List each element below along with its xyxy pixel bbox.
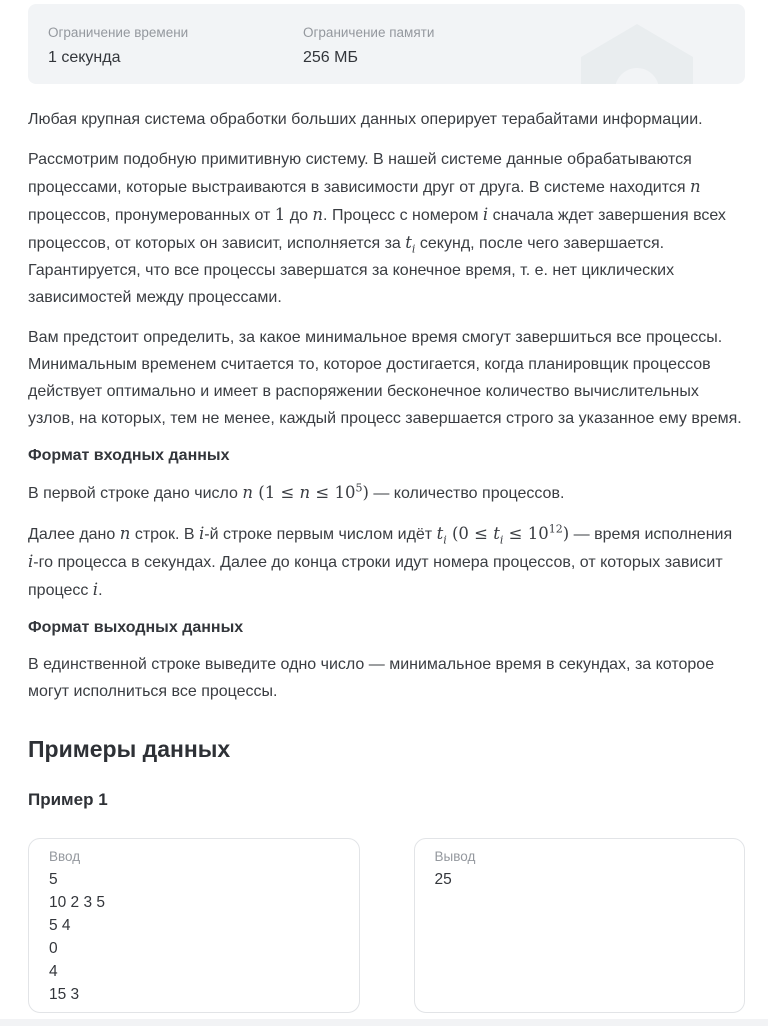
text-segment: В первой строке дано число bbox=[28, 485, 243, 502]
math-segment: i bbox=[482, 205, 489, 224]
sample-output-code bbox=[435, 868, 725, 891]
text-segment: секунд, после чего завершается. Гарантируется, что все процессы завершатся за конечное время, т. е. нет циклических зависимостей между процессами. bbox=[28, 235, 675, 306]
input-format-paragraph-1 bbox=[28, 479, 745, 507]
text-segment: сначала ждет завершения всех процессов, от которых он зависит, исполняется за bbox=[28, 207, 726, 252]
math-segment: i bbox=[198, 524, 205, 543]
section-divider bbox=[0, 1019, 768, 1026]
text-segment: Любая крупная система обработки больших данных оперирует терабайтами информации. bbox=[28, 111, 703, 128]
examples-heading: Примеры данных bbox=[28, 736, 231, 762]
math-segment: n bbox=[242, 483, 254, 502]
example-1-title: Пример 1 bbox=[28, 790, 108, 809]
sample-input-label: Ввод bbox=[49, 849, 81, 864]
code-line: 5 4 bbox=[49, 917, 71, 934]
code-line: 25 bbox=[434, 871, 452, 888]
math-segment: (0 ≤ bbox=[446, 524, 494, 543]
time-limit-label: Ограничение времени bbox=[48, 25, 189, 40]
math-segment: n bbox=[312, 205, 324, 224]
math-segment: n bbox=[119, 524, 131, 543]
sample-output-box bbox=[414, 838, 746, 1013]
limits-card bbox=[28, 4, 745, 84]
math-segment: $t_i$ bbox=[405, 233, 416, 256]
text-segment: до bbox=[285, 207, 313, 224]
math-segment: n bbox=[299, 483, 311, 502]
text-segment: . Процесс с номером bbox=[323, 207, 483, 224]
output-format-heading: Формат выходных данных bbox=[28, 619, 244, 636]
sample-output-label: Вывод bbox=[434, 849, 476, 864]
text-segment: Вам предстоит определить, за какое минимальное время смогут завершиться все процессы. Минимальным временем считается то, которое достигается, когда планировщик процессов действует оптимально и имеет в распоряжении бесконечное количество вычислительных узлов, на которых, тем не менее, каждый процесс завершается строго за указанное ему время. bbox=[28, 329, 742, 427]
text-segment: процессов, пронумерованных от bbox=[28, 207, 275, 224]
contest-nut-icon bbox=[581, 24, 693, 84]
sample-input-code bbox=[49, 868, 339, 1006]
memory-limit-label: Ограничение памяти bbox=[303, 25, 435, 40]
statement-paragraph-3 bbox=[28, 324, 745, 432]
text-segment: -го процесса в секундах. Далее до конца строки идут номера процессов, от которых зависит процесс bbox=[28, 554, 723, 599]
math-segment: ≤ $10^5$) bbox=[310, 481, 369, 502]
code-line: 10 2 3 5 bbox=[49, 894, 106, 911]
text-segment: Далее дано bbox=[28, 526, 120, 543]
text-segment: Рассмотрим подобную примитивную систему. В нашей системе данные обрабатываются процессами, которые выстраиваются в зависимости друг от друга. В системе находится bbox=[28, 151, 692, 196]
text-segment: строк. В bbox=[130, 526, 199, 543]
output-format-paragraph-1 bbox=[28, 651, 745, 705]
memory-limit-value: 256 МБ bbox=[303, 49, 358, 66]
memory-limit-block bbox=[303, 25, 558, 84]
statement-paragraph-1 bbox=[28, 106, 745, 133]
text-segment: -й строке первым числом идёт bbox=[204, 526, 437, 543]
math-segment: (1 ≤ bbox=[253, 483, 300, 502]
sample-grid bbox=[28, 838, 745, 1013]
math-segment: $t_i$ bbox=[436, 524, 447, 547]
math-segment: i bbox=[28, 552, 34, 571]
code-line: 4 bbox=[49, 963, 58, 980]
code-line: 5 bbox=[49, 871, 58, 888]
math-segment: 1 bbox=[274, 205, 286, 224]
time-limit-value: 1 секунда bbox=[48, 49, 121, 66]
code-line: 0 bbox=[49, 940, 58, 957]
statement-paragraph-2 bbox=[28, 146, 745, 311]
time-limit-block bbox=[48, 25, 303, 84]
text-segment: В единственной строке выведите одно число — минимальное время в секундах, за которое могут исполниться все процессы. bbox=[28, 656, 715, 700]
input-format-heading: Формат входных данных bbox=[28, 447, 230, 464]
math-segment: i bbox=[92, 580, 99, 599]
sample-input-box bbox=[28, 838, 360, 1013]
text-segment: . bbox=[98, 582, 103, 599]
code-line: 15 3 bbox=[49, 986, 80, 1003]
math-segment: ≤ $10^{12}$) bbox=[503, 522, 570, 543]
input-format-paragraph-2 bbox=[28, 520, 745, 604]
math-segment: $t_i$ bbox=[493, 524, 504, 547]
math-segment: n bbox=[690, 177, 701, 196]
text-segment: — количество процессов. bbox=[368, 485, 565, 502]
text-segment: — время исполнения bbox=[569, 526, 733, 543]
